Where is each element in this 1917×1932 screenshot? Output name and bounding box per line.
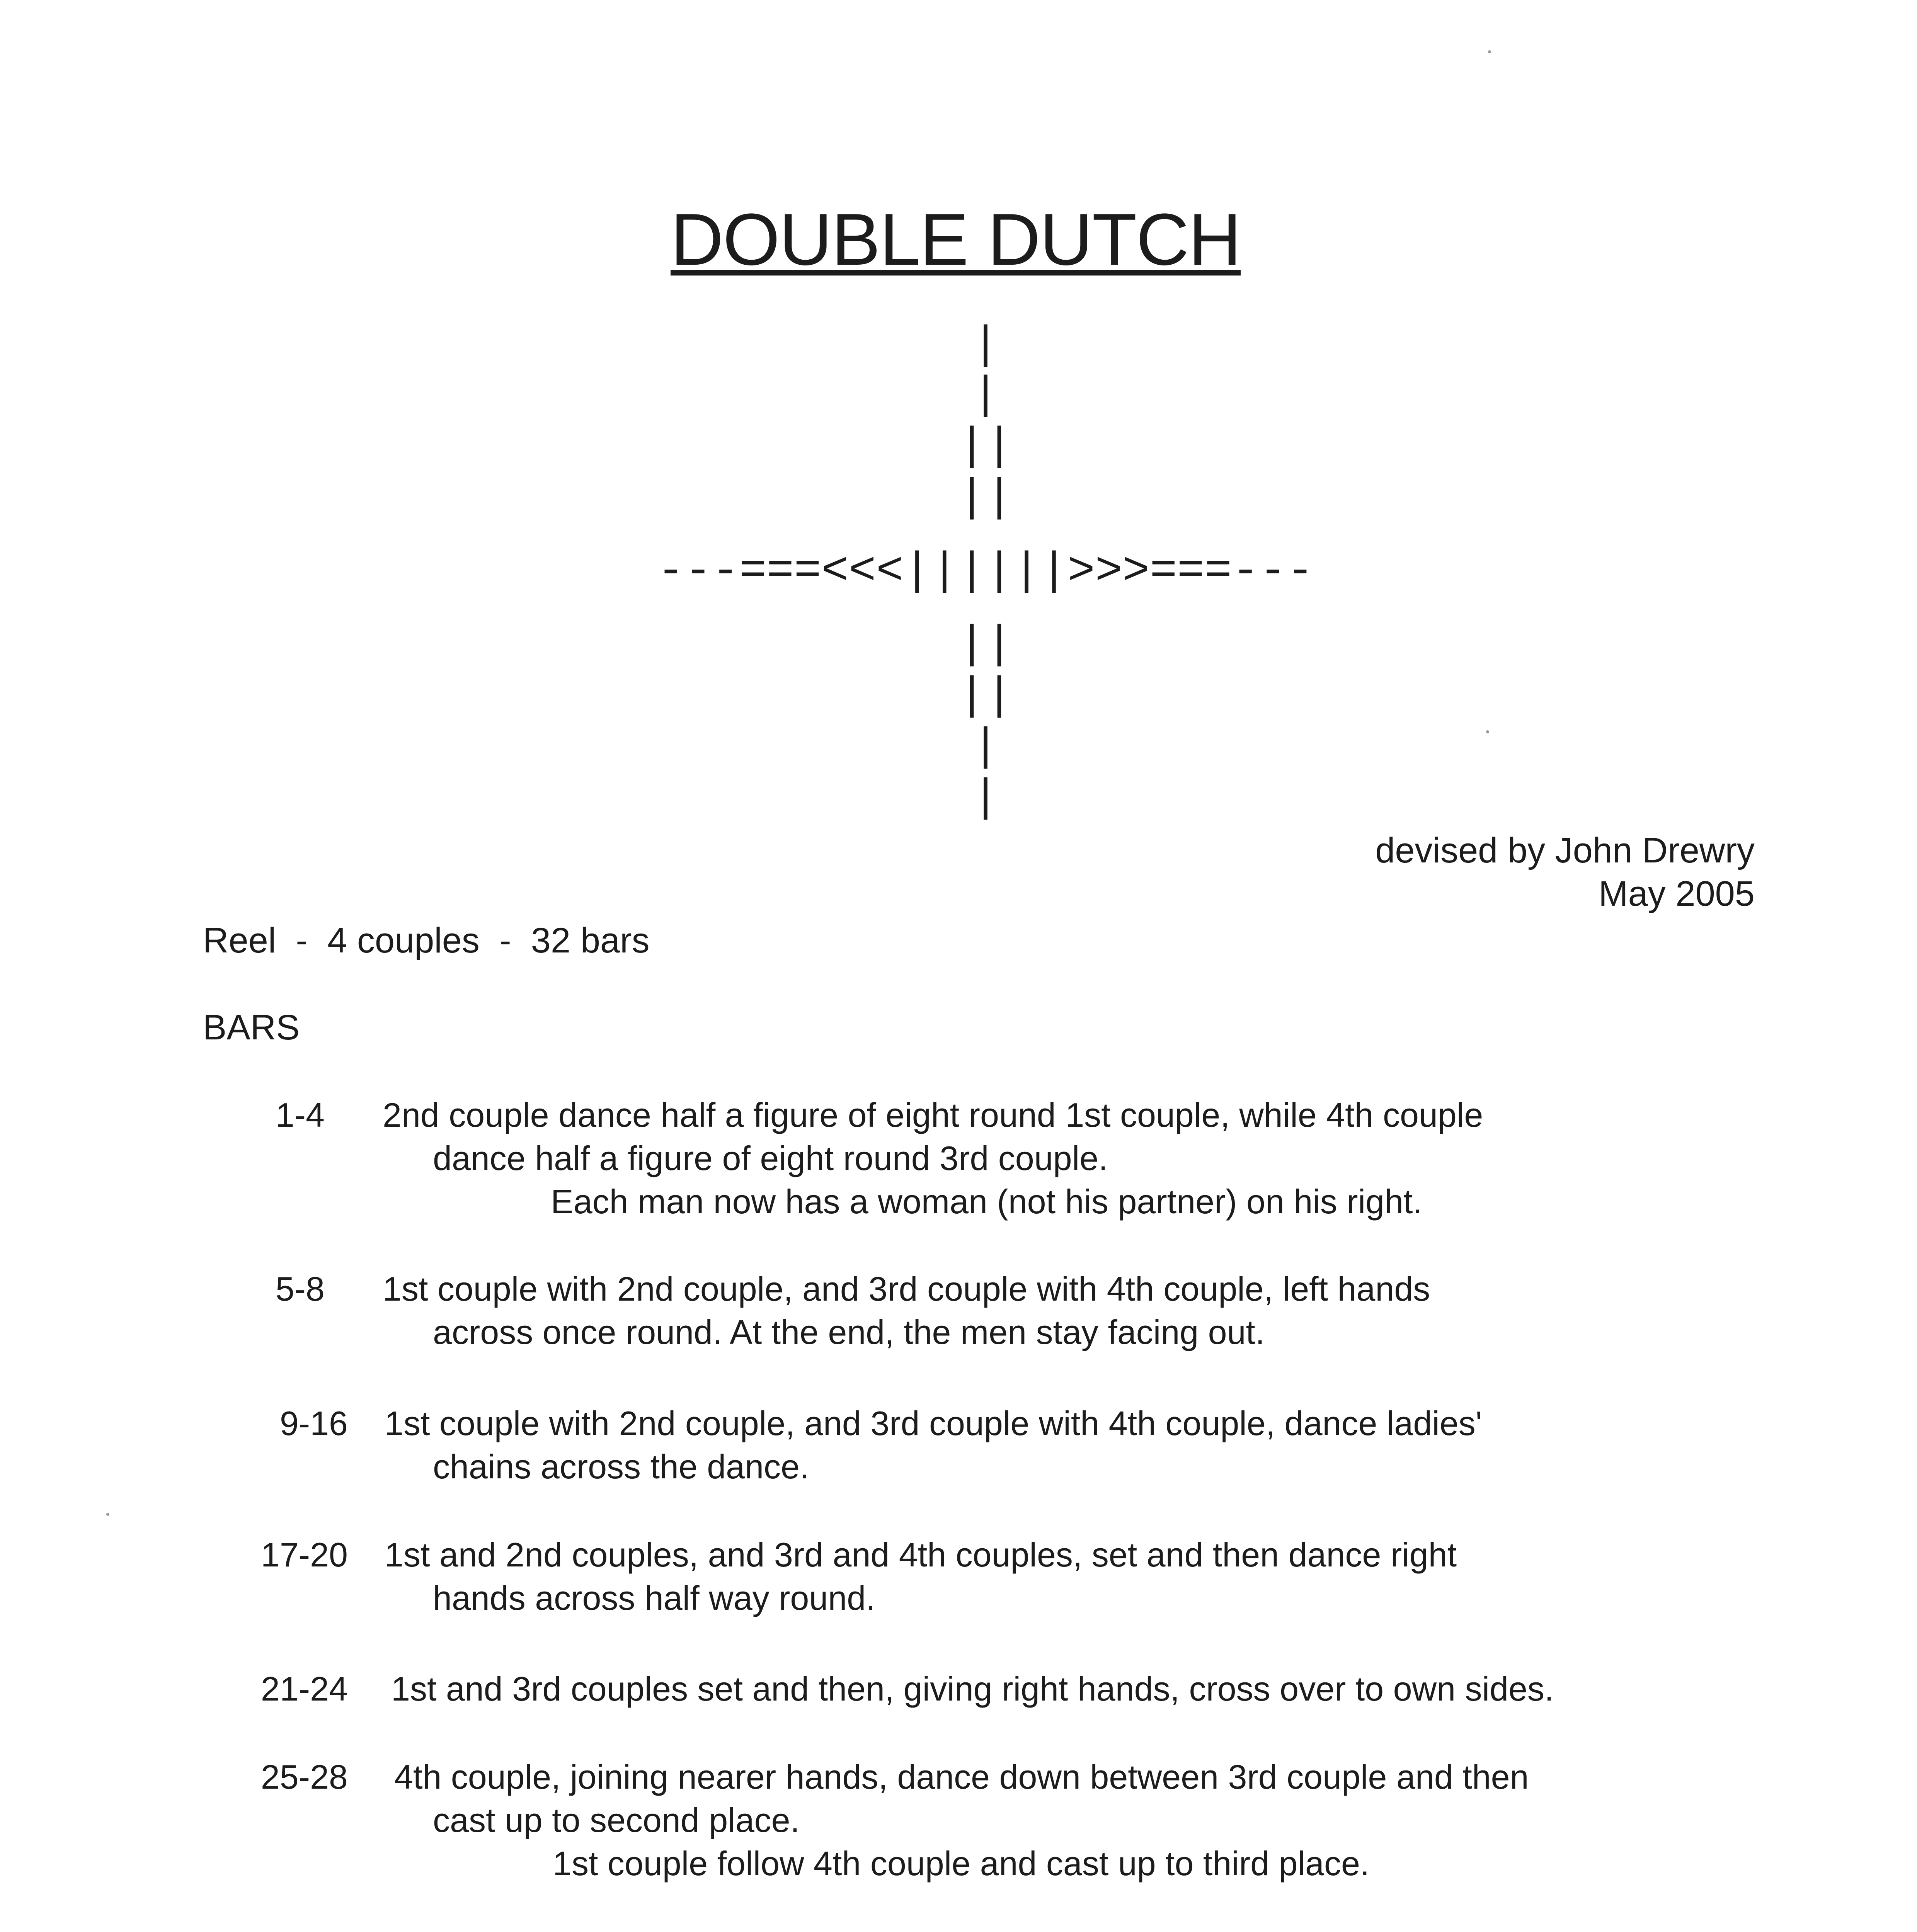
figure-text: 1st and 3rd couples set and then, giving right hands, cross over to own sides. (391, 1670, 1554, 1708)
bar-number: 5-8 (275, 1270, 325, 1308)
motif-line: || (958, 619, 1013, 671)
scan-speck (1488, 50, 1491, 53)
figure-text: hands across half way round. (433, 1579, 875, 1617)
motif-line: || (958, 421, 1013, 473)
motif-line: | (972, 722, 999, 773)
bar-number: 21-24 (260, 1670, 348, 1708)
cross-motif (657, 321, 1314, 831)
scan-speck (106, 1513, 109, 1516)
credit-date: May 2005 (1598, 874, 1755, 913)
figure-text: across once round. At the end, the men stay facing out. (433, 1313, 1265, 1351)
bar-number: 1-4 (275, 1096, 325, 1134)
bar-number: 17-20 (260, 1536, 348, 1574)
figure-text: chains across the dance. (433, 1447, 809, 1486)
credit-block (1375, 829, 1755, 915)
dance-title: DOUBLE DUTCH (671, 199, 1241, 281)
motif-line: | (972, 773, 999, 824)
dance-meta: Reel - 4 couples - 32 bars (203, 921, 650, 960)
motif-line: | (972, 370, 999, 422)
author-credit: devised by John Drewry (1375, 831, 1755, 870)
figure-text: dance half a figure of eight round 3rd couple. (433, 1139, 1108, 1177)
motif-line: | (972, 320, 999, 371)
figure-text: 1st couple with 2nd couple, and 3rd couple with 4th couple, dance ladies' (385, 1404, 1482, 1442)
figure-text: Each man now has a woman (not his partner) on his right. (551, 1182, 1422, 1221)
motif-line: || (958, 473, 1013, 524)
figure-text: 2nd couple dance half a figure of eight round 1st couple, while 4th couple (383, 1096, 1483, 1134)
bar-number: 9-16 (279, 1404, 348, 1442)
scan-speck (1486, 730, 1489, 733)
bars-heading: BARS (203, 1008, 300, 1047)
figure-text: cast up to second place. (433, 1801, 800, 1839)
figure-text: 4th couple, joining nearer hands, dance down between 3rd couple and then (394, 1758, 1529, 1796)
figure-text: 1st and 2nd couples, and 3rd and 4th couples, set and then dance right (385, 1536, 1457, 1574)
motif-line: || (958, 671, 1013, 722)
figure-text: 1st couple follow 4th couple and cast up to third place. (553, 1844, 1370, 1883)
figure-text: 1st couple with 2nd couple, and 3rd couple with 4th couple, left hands (383, 1270, 1430, 1308)
bar-number: 25-28 (260, 1758, 348, 1796)
motif-line-horizontal: ---===<<<||||||>>>===--- (657, 546, 1314, 597)
